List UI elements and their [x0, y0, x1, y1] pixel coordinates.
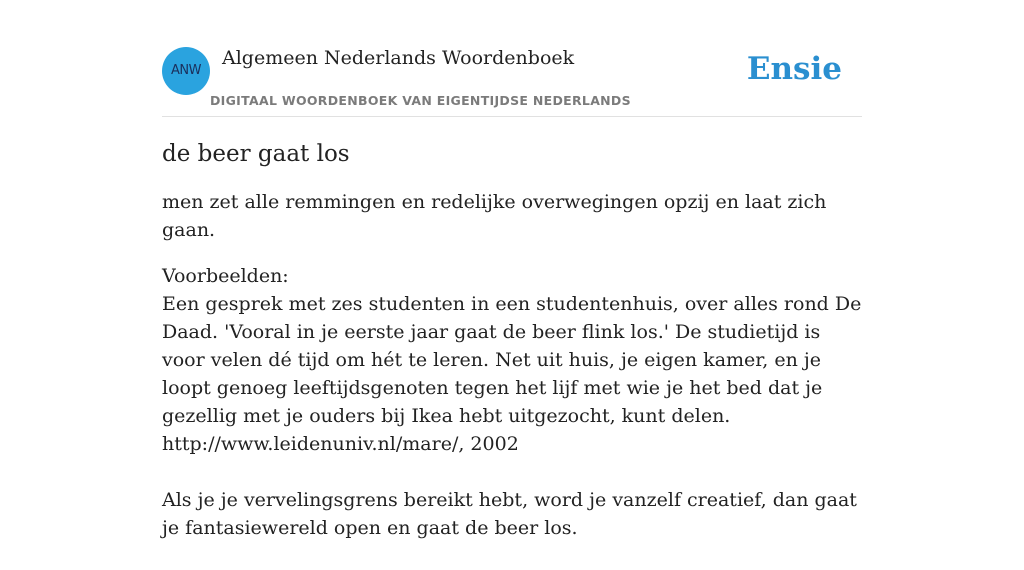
- ensie-brand-link[interactable]: Ensie: [746, 51, 842, 87]
- site-title[interactable]: Algemeen Nederlands Woordenboek: [222, 47, 575, 69]
- example-source: http://www.leidenuniv.nl/mare/, 2002: [162, 433, 519, 455]
- example-text: Als je je vervelingsgrens bereikt hebt, word je vanzelf creatief, dan gaat je fantasiewereld open en gaat de beer los.: [162, 489, 857, 539]
- site-subtitle: DIGITAAL WOORDENBOEK VAN EIGENTIJDSE NEDERLANDS: [210, 93, 631, 108]
- site-header: [162, 0, 862, 117]
- anw-logo[interactable]: ANW: [162, 47, 210, 95]
- examples-label: Voorbeelden:: [162, 265, 289, 287]
- example-text: Een gesprek met zes studenten in een studentenhuis, over alles rond De Daad. 'Vooral in je eerste jaar gaat de beer flink los.' De studietijd is voor velen dé tijd om hét te leren. Net uit huis, je eigen kamer, en je loopt genoeg leeftijdsgenoten tegen het lijf met wie je het bed dat je gezellig met je ouders bij Ikea hebt uitgezocht, kunt delen.: [162, 293, 862, 427]
- entry-term: de beer gaat los: [162, 141, 350, 167]
- examples-section: [162, 262, 862, 458]
- example-item: [162, 486, 862, 542]
- entry-content: [162, 138, 862, 570]
- entry-definition: men zet alle remmingen en redelijke overwegingen opzij en laat zich gaan.: [162, 191, 827, 241]
